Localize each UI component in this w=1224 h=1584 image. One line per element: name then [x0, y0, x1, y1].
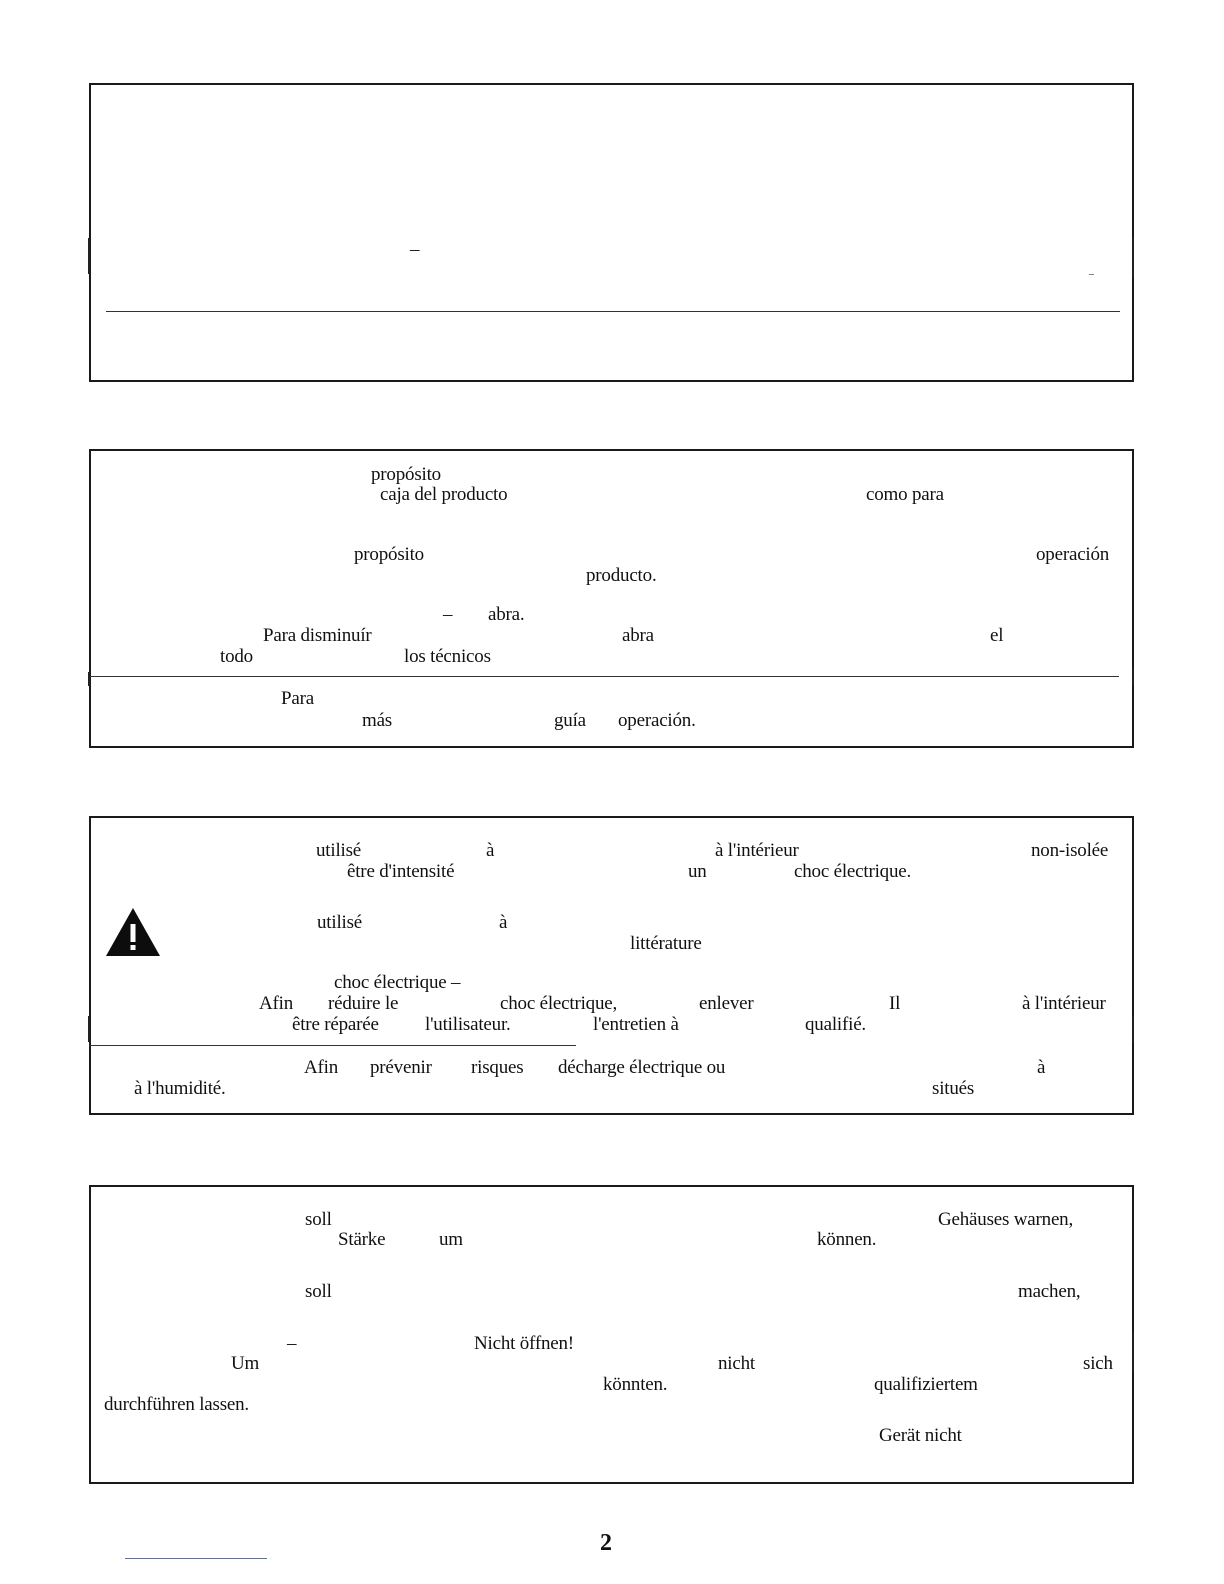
- text-fragment: qualifié.: [805, 1014, 866, 1035]
- text-fragment: caja del producto: [380, 484, 508, 505]
- text-fragment: propósito: [354, 544, 424, 565]
- text-fragment: à: [499, 912, 508, 933]
- english-notice-box: [89, 83, 1134, 382]
- text-fragment: um: [439, 1229, 463, 1250]
- text-fragment: propósito: [371, 464, 441, 485]
- section-divider: [89, 676, 1119, 677]
- text-fragment: Nicht öffnen!: [474, 1333, 574, 1354]
- spanish-notice-box: [89, 449, 1134, 748]
- margin-mark: [1132, 668, 1134, 686]
- text-fragment: Stärke: [338, 1229, 386, 1250]
- text-fragment: producto.: [586, 565, 657, 586]
- text-fragment: –: [443, 604, 453, 625]
- dash-mark: –: [1089, 269, 1094, 280]
- text-fragment: machen,: [1018, 1281, 1081, 1302]
- text-fragment: operación.: [618, 710, 696, 731]
- text-fragment: soll: [305, 1281, 332, 1302]
- text-fragment: los técnicos: [404, 646, 491, 667]
- text-fragment: choc électrique.: [794, 861, 912, 882]
- text-fragment: sich: [1083, 1353, 1113, 1374]
- text-fragment: être réparée: [292, 1014, 379, 1035]
- margin-mark: [88, 238, 90, 274]
- text-fragment: littérature: [630, 933, 702, 954]
- text-fragment: como para: [866, 484, 944, 505]
- section-divider: [89, 1045, 576, 1046]
- text-fragment: Afin: [259, 993, 294, 1014]
- text-fragment: nicht: [718, 1353, 755, 1374]
- text-fragment: abra.: [488, 604, 525, 625]
- text-fragment: l'utilisateur.: [425, 1014, 511, 1035]
- text-fragment: Gerät nicht: [879, 1425, 962, 1446]
- text-fragment: l'entretien à: [593, 1014, 679, 1035]
- text-fragment: Um: [231, 1353, 260, 1374]
- text-fragment: situés: [932, 1078, 975, 1099]
- text-fragment: utilisé: [317, 912, 363, 933]
- margin-mark: [1132, 1332, 1134, 1372]
- text-fragment: durchführen lassen.: [104, 1394, 249, 1415]
- text-fragment: utilisé: [316, 840, 362, 861]
- text-fragment: un: [688, 861, 707, 882]
- text-fragment: choc électrique –: [334, 972, 461, 993]
- text-fragment: Gehäuses warnen,: [938, 1209, 1074, 1230]
- section-divider: [106, 311, 1120, 312]
- text-fragment: qualifiziertem: [874, 1374, 978, 1395]
- margin-mark: [1132, 238, 1134, 278]
- text-fragment: enlever: [699, 993, 754, 1014]
- text-fragment: à: [1037, 1057, 1046, 1078]
- text-fragment: choc électrique,: [500, 993, 618, 1014]
- dash-mark: –: [410, 239, 420, 260]
- text-fragment: réduire le: [328, 993, 399, 1014]
- text-fragment: operación: [1036, 544, 1110, 565]
- text-fragment: à l'intérieur: [1022, 993, 1106, 1014]
- margin-mark: [1132, 1016, 1134, 1042]
- margin-mark: [88, 1016, 90, 1042]
- text-fragment: todo: [220, 646, 253, 667]
- text-fragment: à l'intérieur: [715, 840, 799, 861]
- text-fragment: el: [990, 625, 1004, 646]
- page-number: 2: [600, 1530, 612, 1556]
- text-fragment: können.: [817, 1229, 877, 1250]
- text-fragment: guía: [554, 710, 586, 731]
- text-fragment: décharge électrique ou: [558, 1057, 726, 1078]
- text-fragment: Il: [889, 993, 901, 1014]
- text-fragment: –: [287, 1333, 297, 1354]
- text-fragment: à: [486, 840, 495, 861]
- warning-triangle-icon: [104, 906, 162, 958]
- text-fragment: Para: [281, 688, 314, 709]
- text-fragment: être d'intensité: [347, 861, 455, 882]
- text-fragment: à l'humidité.: [134, 1078, 226, 1099]
- text-fragment: abra: [622, 625, 654, 646]
- text-fragment: soll: [305, 1209, 332, 1230]
- text-fragment: Afin: [304, 1057, 339, 1078]
- text-fragment: más: [362, 710, 393, 731]
- text-fragment: risques: [471, 1057, 524, 1078]
- margin-mark: [88, 672, 90, 686]
- footer-rule: [125, 1558, 267, 1559]
- text-fragment: non-isolée: [1031, 840, 1109, 861]
- text-fragment: Para disminuír: [263, 625, 372, 646]
- text-fragment: könnten.: [603, 1374, 668, 1395]
- text-fragment: prévenir: [370, 1057, 432, 1078]
